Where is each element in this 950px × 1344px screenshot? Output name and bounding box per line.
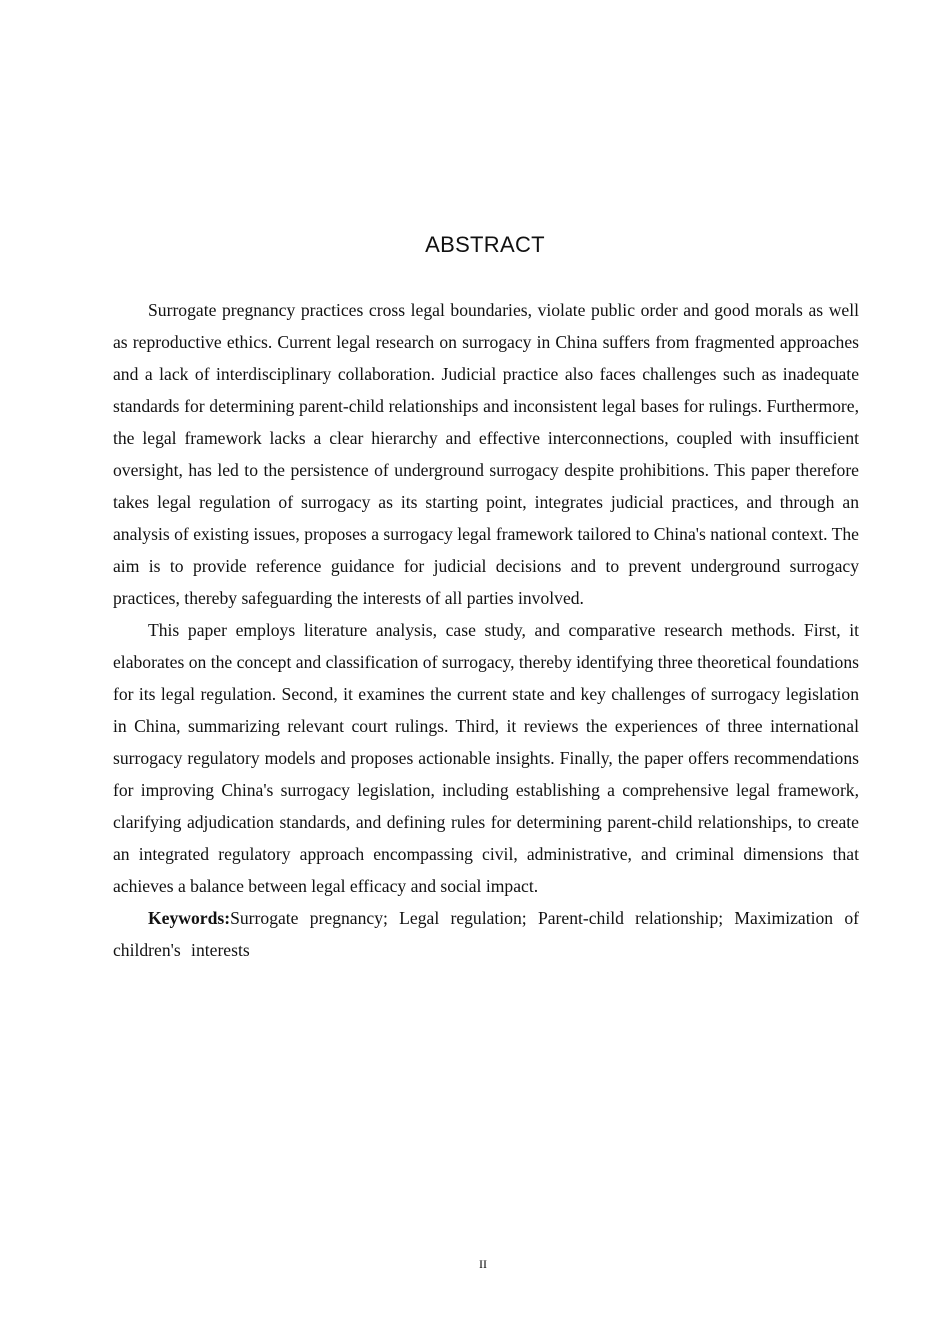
abstract-paragraph-1: Surrogate pregnancy practices cross legal boundaries, violate public order and good morals as well as reproductive ethics. Current legal research on surrogacy in China suffers from fragmented approaches and a lack of interdisciplinary collaboration. Judicial practice also faces challenges such as inadequate standards for determining parent-child relationships and inconsistent legal bases for rulings. Furthermore, the legal framework lacks a clear hierarchy and effective interconnections, coupled with insufficient oversight, has led to the persistence of underground surrogacy despite prohibitions. This paper therefore takes legal regulation of surrogacy as its starting point, integrates judicial practices, and through an analysis of existing issues, proposes a surrogacy legal framework tailored to China's national context. The aim is to provide reference guidance for judicial decisions and to prevent underground surrogacy practices, thereby safeguarding the interests of all parties involved.: [113, 300, 859, 608]
page-number: II: [479, 1257, 487, 1271]
abstract-title: ABSTRACT: [425, 232, 545, 257]
abstract-body: [113, 294, 859, 966]
abstract-paragraph-2: This paper employs literature analysis, case study, and comparative research methods. First, it elaborates on the concept and classification of surrogacy, thereby identifying three theoretical foundations for its legal regulation. Second, it examines the current state and key challenges of surrogacy legislation in China, summarizing relevant court rulings. Third, it reviews the experiences of three international surrogacy regulatory models and proposes actionable insights. Finally, the paper offers recommendations for improving China's surrogacy legislation, including establishing a comprehensive legal framework, clarifying adjudication standards, and defining rules for determining parent-child relationships, to create an integrated regulatory approach encompassing civil, administrative, and criminal dimensions that achieves a balance between legal efficacy and social impact.: [113, 620, 859, 896]
keywords-line: [113, 902, 859, 966]
keywords-text: Surrogate pregnancy; Legal regulation; Parent-child relationship; Maximization of children's interests: [113, 908, 859, 960]
keywords-label: Keywords:: [148, 908, 231, 928]
